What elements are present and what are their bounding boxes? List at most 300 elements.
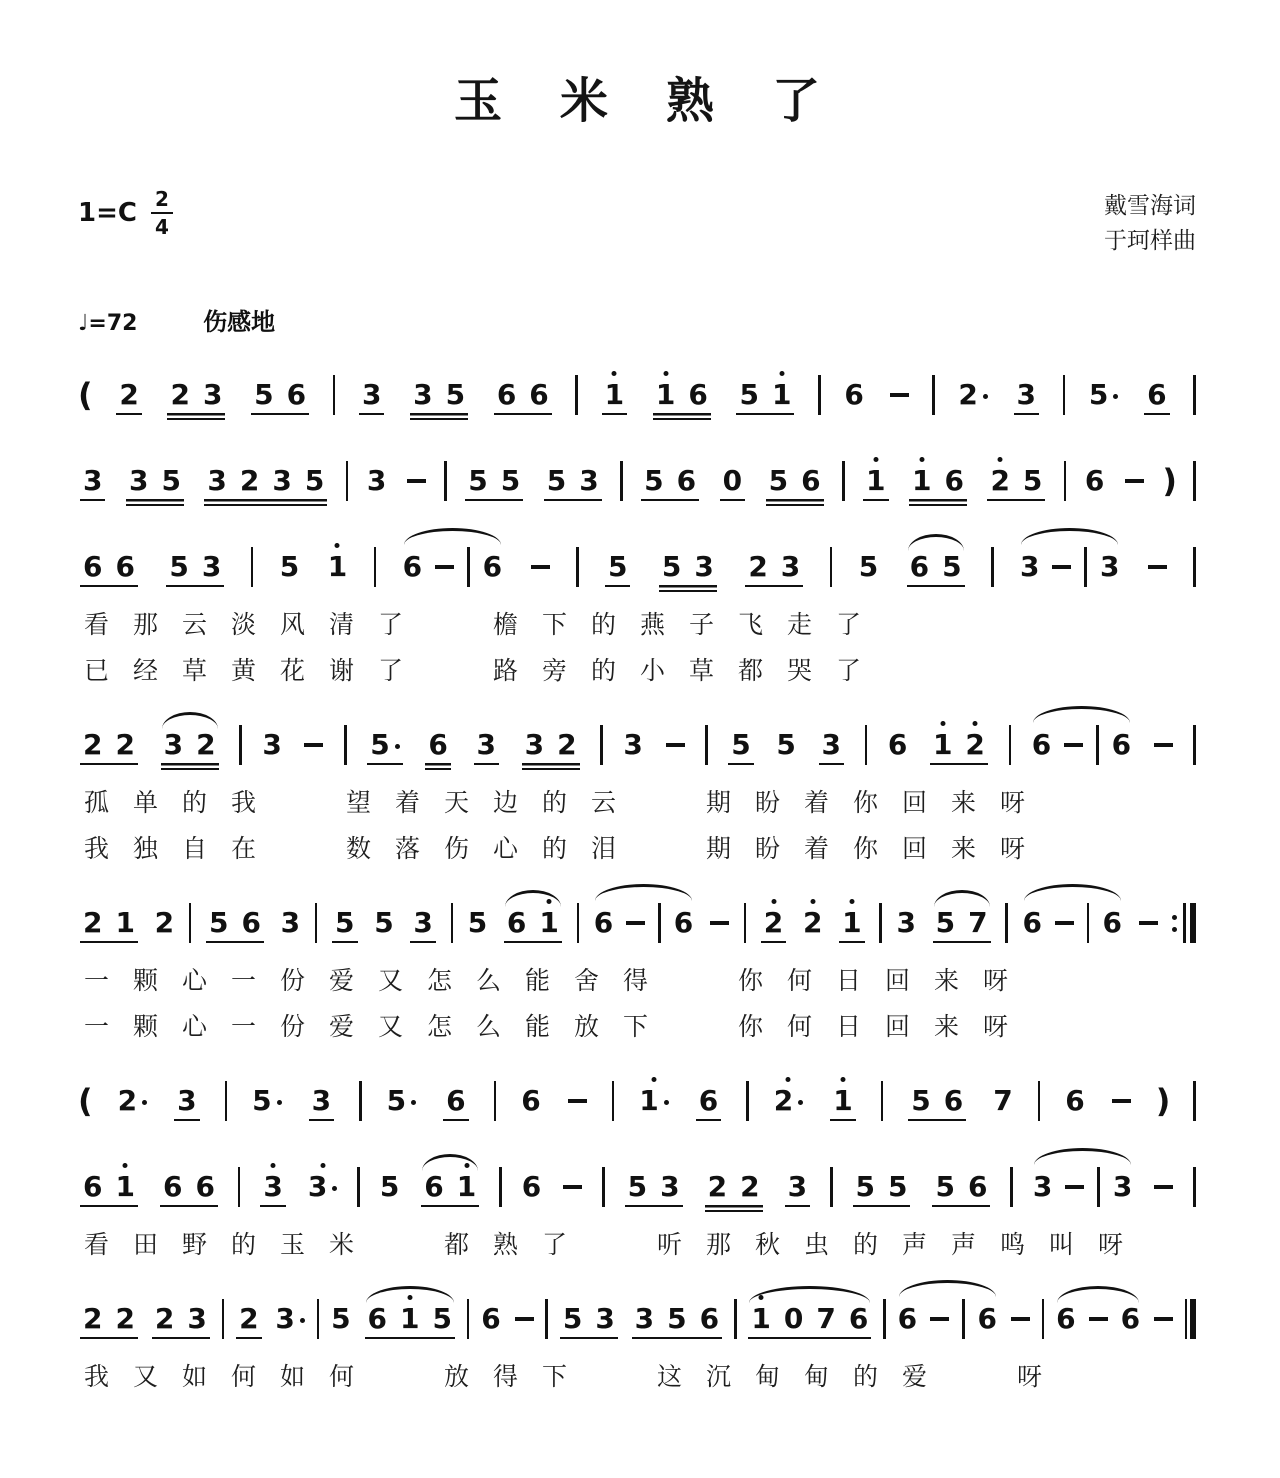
note-group <box>728 728 753 765</box>
note: 5 <box>888 1170 908 1203</box>
duration-dash <box>890 393 909 397</box>
note-group <box>641 464 699 501</box>
note-group <box>367 728 402 765</box>
note: 6 <box>676 464 697 497</box>
barline <box>602 1167 605 1207</box>
barline <box>932 375 935 415</box>
note: 5 <box>445 378 466 411</box>
barline <box>1063 375 1066 415</box>
barline <box>1009 725 1012 765</box>
note: 6 <box>699 1302 720 1335</box>
augmentation-dot <box>277 1100 282 1105</box>
note-group <box>1154 1317 1173 1321</box>
octave-dot-high <box>919 457 924 462</box>
augmentation-dot <box>332 1186 337 1191</box>
note-group <box>863 464 888 501</box>
note: 6 <box>83 550 103 583</box>
note: 1 <box>866 467 885 495</box>
barline <box>359 1081 362 1121</box>
note: 5 <box>254 378 274 411</box>
note: 5 <box>374 906 394 939</box>
barline <box>658 903 661 943</box>
note: 1 <box>400 1305 419 1333</box>
note: 5 <box>304 464 325 497</box>
note: 3 <box>202 378 223 411</box>
octave-dot-high <box>779 371 784 376</box>
note: 5 <box>500 464 521 497</box>
note-group <box>161 728 219 770</box>
note-group <box>521 1170 542 1203</box>
note: 1 <box>842 909 861 937</box>
barline <box>494 1081 497 1121</box>
note-group <box>425 728 450 770</box>
note: 6 <box>943 1084 964 1117</box>
note-group <box>80 906 138 943</box>
augmentation-dot <box>1113 394 1118 399</box>
note: 5 <box>370 731 399 759</box>
note-group <box>844 378 864 411</box>
note-group <box>1084 464 1105 497</box>
duration-dash <box>1154 1317 1173 1321</box>
note: 6 <box>1111 728 1132 761</box>
octave-dot-high <box>651 1077 656 1082</box>
note-group <box>1033 1167 1132 1207</box>
note-group <box>327 550 348 583</box>
duration-dash <box>563 1185 582 1189</box>
octave-dot-high <box>612 371 617 376</box>
barline <box>189 903 192 943</box>
note-group <box>407 479 426 483</box>
barline <box>1084 547 1087 587</box>
lyrics-phrase: 已经草黄花谢了 <box>84 658 428 685</box>
note-group <box>544 464 602 501</box>
note: 5 <box>562 1302 583 1335</box>
slur-arc <box>1021 528 1118 545</box>
barline <box>1193 375 1196 415</box>
duration-dash <box>1139 921 1158 925</box>
barline <box>467 1299 470 1339</box>
augmentation-dot <box>798 1100 803 1105</box>
barline <box>225 1081 228 1121</box>
note: 1 <box>833 1087 852 1115</box>
duration-dash <box>1112 1099 1131 1103</box>
augmentation-dot <box>983 394 988 399</box>
note-group <box>275 1302 304 1335</box>
note: 5 <box>768 464 789 497</box>
octave-dot-high <box>940 721 945 726</box>
barline <box>444 461 447 501</box>
note: 6 <box>688 378 708 411</box>
barline <box>1193 1167 1196 1207</box>
note-group <box>206 906 264 943</box>
note: 6 <box>367 1302 387 1335</box>
note: 5 <box>644 464 664 497</box>
note-group <box>568 1099 587 1103</box>
duration-dash <box>1154 1185 1173 1189</box>
parenthesis: ) <box>1155 1082 1171 1120</box>
note: 3 <box>187 1302 207 1335</box>
note-group <box>332 906 357 943</box>
note-group <box>736 378 794 415</box>
note: 3 <box>1112 1170 1133 1203</box>
note: 5 <box>607 550 628 583</box>
note: 6 <box>162 1170 183 1203</box>
slur-arc <box>595 884 692 901</box>
note-group <box>331 1302 351 1335</box>
note: 3 <box>163 728 184 761</box>
lyrics-row <box>84 835 1196 865</box>
note: 3 <box>524 728 545 761</box>
note: 3 <box>128 464 149 497</box>
octave-dot-high <box>663 371 668 376</box>
barline <box>315 903 318 943</box>
key-signature <box>78 189 173 237</box>
note-group <box>1023 903 1122 943</box>
barline <box>1193 461 1196 501</box>
note-group <box>819 728 844 765</box>
barline <box>346 461 349 501</box>
barline <box>705 725 708 765</box>
music-system <box>78 879 1196 1043</box>
note-group <box>1056 1302 1141 1335</box>
note: 5 <box>1089 381 1118 409</box>
time-signature-numerator: 2 <box>151 189 173 214</box>
barline <box>1193 547 1196 587</box>
note: 2 <box>118 1087 147 1115</box>
note: 6 <box>529 378 549 411</box>
note-group <box>174 1084 199 1121</box>
expression-marking: 伤感地 <box>203 310 276 336</box>
note: 6 <box>1065 1084 1085 1117</box>
note-group <box>563 1185 582 1189</box>
note-group <box>307 1170 337 1203</box>
note: 5 <box>661 550 682 583</box>
note-group <box>766 464 824 506</box>
note-group <box>958 378 987 411</box>
octave-dot-high <box>973 721 978 726</box>
lyrics-phrase: 孤单的我 <box>84 790 281 817</box>
lyrics-phrase: 数落伤心的泪 <box>346 836 641 863</box>
barline <box>1087 903 1090 943</box>
note: 3 <box>275 1305 304 1333</box>
lyrics-row <box>84 1363 1196 1393</box>
note-group <box>858 550 879 583</box>
duration-dash <box>1055 921 1074 925</box>
augmentation-dot <box>142 1100 147 1105</box>
lyricist-credit: 戴雪海词 <box>1104 193 1196 218</box>
barline <box>374 547 377 587</box>
barline <box>357 1167 360 1207</box>
note: 6 <box>521 1084 541 1117</box>
note: 6 <box>1084 464 1105 497</box>
note-group <box>605 550 630 587</box>
note-group <box>481 1302 501 1335</box>
note-group <box>802 906 823 939</box>
parenthesis: ) <box>1162 462 1177 500</box>
note: 6 <box>1022 906 1042 939</box>
note-group <box>126 464 184 506</box>
duration-dash <box>1052 565 1071 569</box>
slur-arc <box>1033 706 1130 723</box>
parenthesis: ( <box>78 376 93 414</box>
note: 6 <box>1102 906 1122 939</box>
note-group <box>421 1170 479 1207</box>
note: 5 <box>331 1302 351 1335</box>
music-line <box>78 1275 1196 1347</box>
note-group <box>251 378 309 415</box>
lyrics-phrase: 这沉甸甸的爱 <box>657 1364 952 1391</box>
note-group <box>987 464 1045 501</box>
barline <box>1096 725 1099 765</box>
lyrics-row <box>84 657 1196 687</box>
note-group <box>403 547 502 587</box>
duration-dash <box>568 1099 587 1103</box>
repeat-dots <box>1172 915 1177 932</box>
thick-barline <box>1190 903 1196 943</box>
note: 5 <box>546 464 567 497</box>
note: 3 <box>623 728 643 761</box>
barline <box>962 1299 965 1339</box>
note: 2 <box>748 550 768 583</box>
barline <box>612 1081 615 1121</box>
note: 2 <box>154 906 175 939</box>
note-group <box>386 1084 416 1117</box>
note: 5 <box>467 906 488 939</box>
barline <box>881 1081 884 1121</box>
note: 6 <box>482 550 503 583</box>
augmentation-dot <box>664 1100 669 1105</box>
note: 5 <box>432 1302 452 1335</box>
note-group <box>410 378 468 420</box>
note-group <box>1088 378 1118 411</box>
barline <box>333 375 336 415</box>
note: 5 <box>468 464 488 497</box>
note-group <box>993 1084 1013 1117</box>
duration-dash <box>515 1317 534 1321</box>
note-group <box>1065 1084 1085 1117</box>
note: 3 <box>634 1302 655 1335</box>
note: 6 <box>887 728 908 761</box>
note: 2 <box>119 378 139 411</box>
note: 6 <box>593 906 614 939</box>
note: 6 <box>506 906 527 939</box>
note: 1 <box>328 553 347 581</box>
slur-arc <box>404 528 501 545</box>
barline <box>830 547 833 587</box>
lyrics-phrase: 路旁的小草都哭了 <box>493 658 886 685</box>
note: 3 <box>476 728 496 761</box>
note-group <box>602 378 627 415</box>
barline <box>1010 1167 1013 1207</box>
note-group <box>745 550 803 587</box>
note: 6 <box>424 1170 444 1203</box>
final-barline <box>1185 1299 1196 1339</box>
note: 2 <box>965 731 984 759</box>
barline <box>842 461 845 501</box>
note: 7 <box>816 1302 836 1335</box>
note-group <box>705 1170 763 1212</box>
note: 2 <box>764 909 783 937</box>
note: 5 <box>858 550 879 583</box>
note-group <box>748 1302 871 1339</box>
score <box>78 351 1196 1393</box>
note: 3 <box>694 550 714 583</box>
slur-arc <box>908 534 964 551</box>
note: 6 <box>1031 728 1052 761</box>
note: 0 <box>722 464 743 497</box>
note: 6 <box>673 906 694 939</box>
note: 5 <box>667 1302 687 1335</box>
note: 0 <box>783 1302 804 1335</box>
note: 2 <box>83 728 103 761</box>
note: 6 <box>801 464 821 497</box>
note-group <box>80 1170 138 1207</box>
note-group <box>443 1084 468 1121</box>
music-line <box>78 437 1196 509</box>
barline <box>1183 903 1186 943</box>
note: 6 <box>496 378 517 411</box>
note-group <box>280 906 301 939</box>
duration-dash <box>1064 743 1083 747</box>
note-group <box>560 1302 618 1339</box>
note: 6 <box>698 1084 719 1117</box>
octave-dot-high <box>759 1295 764 1300</box>
note-group <box>465 464 523 501</box>
note: 3 <box>1016 378 1037 411</box>
note: 6 <box>967 1170 988 1203</box>
note: 1 <box>115 1173 134 1201</box>
note: 5 <box>279 550 300 583</box>
barline <box>620 461 623 501</box>
note: 5 <box>911 1084 931 1117</box>
time-signature-denominator: 4 <box>154 215 169 239</box>
note: 1 <box>912 467 931 495</box>
note: 3 <box>366 464 387 497</box>
barline <box>879 903 882 943</box>
note: 5 <box>627 1170 648 1203</box>
octave-dot-high <box>873 457 878 462</box>
note-group <box>522 728 580 770</box>
composer-credit: 于珂样曲 <box>1104 227 1196 253</box>
duration-dash <box>407 479 426 483</box>
song-title: 玉米熟了 <box>453 73 878 129</box>
slur-arc <box>162 712 218 729</box>
note: 3 <box>780 550 801 583</box>
note-group <box>594 903 693 943</box>
duration-dash <box>531 565 550 569</box>
note: 3 <box>660 1170 680 1203</box>
note-group <box>116 378 141 415</box>
note: 1 <box>639 1087 668 1115</box>
duration-dash <box>1089 1317 1108 1321</box>
note: 3 <box>1020 550 1040 583</box>
barline <box>467 547 470 587</box>
credits <box>1104 189 1196 258</box>
barline <box>577 903 580 943</box>
barline <box>1005 903 1008 943</box>
note: 6 <box>977 1302 998 1335</box>
barline <box>575 375 578 415</box>
note-group <box>410 906 435 943</box>
note: 5 <box>739 378 759 411</box>
lyrics-phrase: 一颗心一份爱又怎么能放下 <box>84 1014 673 1041</box>
note: 3 <box>207 464 227 497</box>
slur-arc <box>1034 1148 1131 1165</box>
note: 6 <box>1056 1302 1076 1335</box>
octave-dot-high <box>407 1295 412 1300</box>
note: 6 <box>521 1170 542 1203</box>
note-group <box>659 550 717 592</box>
note-group <box>853 1170 911 1207</box>
note-group <box>521 1084 541 1117</box>
note: 2 <box>707 1170 728 1203</box>
barline <box>317 1299 320 1339</box>
slur-arc <box>422 1154 478 1171</box>
octave-dot-high <box>786 1077 791 1082</box>
note: 3 <box>201 550 222 583</box>
note: 6 <box>844 378 864 411</box>
augmentation-dot <box>300 1318 305 1323</box>
slur-arc <box>1024 884 1121 901</box>
barline <box>344 725 347 765</box>
music-line <box>78 1057 1196 1129</box>
barline <box>1042 1299 1045 1339</box>
note-group <box>830 1084 855 1121</box>
note: 2 <box>170 378 190 411</box>
note: 6 <box>428 728 448 761</box>
note: 6 <box>897 1302 918 1335</box>
barline <box>746 1081 749 1121</box>
note: 5 <box>855 1170 875 1203</box>
note-group <box>623 728 643 761</box>
quarter-note-icon: ♩ <box>78 311 89 336</box>
octave-dot-high <box>998 457 1003 462</box>
note: 6 <box>1120 1302 1141 1335</box>
note: 5 <box>942 550 962 583</box>
note: 5 <box>935 906 956 939</box>
note: 5 <box>379 1170 400 1203</box>
note-group <box>1154 743 1173 747</box>
note-group <box>1014 378 1039 415</box>
note-group <box>932 1170 990 1207</box>
note-group <box>1148 565 1167 569</box>
slur-arc <box>899 1280 996 1297</box>
barline <box>883 1299 886 1339</box>
note-group <box>262 728 282 761</box>
octave-dot-high <box>123 1163 128 1168</box>
note-group <box>1032 725 1131 765</box>
lyrics-phrase: 一颗心一份爱又怎么能舍得 <box>84 968 673 995</box>
slur-arc <box>1057 1286 1139 1303</box>
barline <box>239 725 242 765</box>
barline <box>600 725 603 765</box>
note: 3 <box>262 728 282 761</box>
note-group <box>909 464 967 506</box>
music-line <box>78 523 1196 595</box>
note-group <box>890 393 909 397</box>
barline <box>1193 1081 1196 1121</box>
octave-dot-high <box>320 1163 325 1168</box>
music-line <box>78 701 1196 773</box>
note-group <box>898 1299 997 1339</box>
note-group <box>80 728 138 765</box>
barline <box>545 1299 548 1339</box>
note: 2 <box>239 464 260 497</box>
lyrics-phrase: 看那云淡风清了 <box>84 612 428 639</box>
note: 2 <box>115 728 135 761</box>
octave-dot-high <box>849 899 854 904</box>
music-line <box>78 879 1196 951</box>
